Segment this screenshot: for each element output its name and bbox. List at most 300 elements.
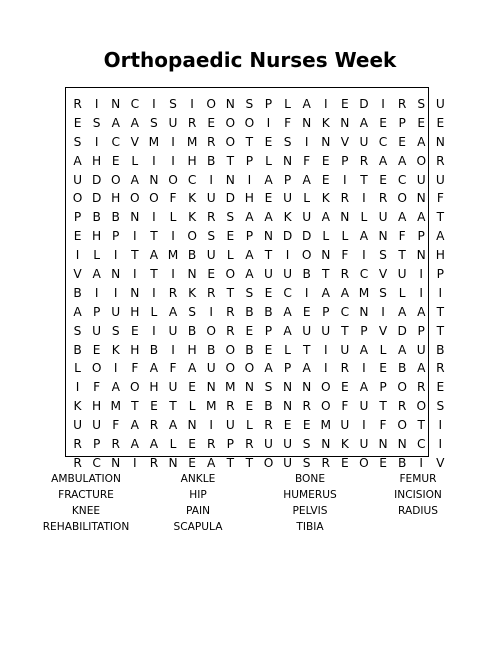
grid-letter[interactable]: N — [378, 437, 388, 452]
grid-letter[interactable]: P — [417, 323, 425, 338]
grid-letter[interactable]: A — [149, 437, 159, 452]
grid-letter[interactable]: B — [92, 210, 101, 225]
grid-letter[interactable]: P — [73, 210, 82, 225]
grid-letter[interactable]: I — [362, 191, 366, 206]
grid-letter[interactable]: H — [130, 304, 140, 319]
grid-letter[interactable]: U — [73, 418, 82, 433]
grid-letter[interactable]: N — [416, 191, 426, 206]
grid-letter[interactable]: R — [206, 437, 216, 452]
grid-letter[interactable]: I — [133, 267, 137, 282]
grid-letter[interactable]: A — [245, 267, 254, 282]
grid-letter[interactable]: A — [321, 285, 330, 300]
grid-letter[interactable]: I — [285, 248, 290, 263]
grid-letter[interactable]: I — [152, 285, 156, 300]
grid-letter[interactable]: B — [73, 285, 82, 300]
grid-letter[interactable]: R — [436, 153, 445, 168]
grid-letter[interactable]: R — [302, 399, 311, 414]
grid-letter[interactable]: N — [416, 248, 426, 263]
grid-letter[interactable]: L — [284, 97, 291, 111]
grid-letter[interactable]: I — [323, 342, 328, 357]
grid-letter[interactable]: A — [149, 248, 159, 263]
grid-letter[interactable]: T — [417, 418, 425, 433]
grid-letter[interactable]: C — [92, 455, 101, 470]
grid-letter[interactable]: S — [188, 304, 196, 319]
grid-letter[interactable]: L — [265, 153, 272, 168]
grid-letter[interactable]: O — [206, 97, 216, 111]
grid-letter[interactable]: T — [226, 285, 235, 300]
grid-letter[interactable]: R — [226, 399, 235, 414]
grid-letter[interactable]: U — [92, 323, 102, 338]
grid-letter[interactable]: E — [188, 455, 196, 470]
grid-letter[interactable]: C — [283, 285, 292, 300]
grid-letter[interactable]: A — [302, 172, 311, 187]
grid-letter[interactable]: L — [398, 285, 406, 300]
grid-letter[interactable]: N — [244, 380, 254, 395]
grid-letter[interactable]: E — [321, 172, 330, 187]
grid-letter[interactable]: E — [283, 418, 292, 433]
grid-letter[interactable]: E — [264, 285, 273, 300]
grid-letter[interactable]: I — [152, 323, 156, 338]
grid-letter[interactable]: A — [283, 304, 292, 319]
grid-letter[interactable]: N — [302, 380, 312, 395]
grid-letter[interactable]: K — [111, 342, 120, 357]
grid-letter[interactable]: O — [130, 191, 140, 206]
grid-letter[interactable]: R — [417, 380, 426, 395]
grid-letter[interactable]: T — [436, 304, 445, 319]
grid-letter[interactable]: C — [378, 134, 388, 149]
grid-letter[interactable]: S — [73, 134, 82, 149]
grid-letter[interactable]: B — [264, 399, 273, 414]
grid-letter[interactable]: A — [130, 418, 139, 433]
grid-letter[interactable]: I — [113, 248, 118, 263]
grid-letter[interactable]: N — [111, 97, 121, 111]
grid-letter[interactable]: L — [284, 342, 291, 357]
grid-letter[interactable]: P — [322, 304, 330, 319]
grid-letter[interactable]: L — [169, 210, 177, 225]
grid-letter[interactable]: I — [75, 248, 80, 263]
grid-letter[interactable]: S — [73, 323, 82, 338]
grid-letter[interactable]: O — [320, 380, 331, 395]
grid-letter[interactable]: A — [417, 210, 426, 225]
grid-letter[interactable]: I — [171, 267, 175, 282]
grid-letter[interactable]: S — [169, 97, 177, 111]
grid-letter[interactable]: F — [112, 418, 120, 433]
grid-letter[interactable]: O — [149, 191, 159, 206]
grid-letter[interactable]: L — [322, 229, 330, 244]
grid-letter[interactable]: M — [358, 285, 370, 300]
grid-letter[interactable]: N — [302, 115, 312, 130]
grid-letter[interactable]: T — [360, 172, 368, 187]
grid-letter[interactable]: I — [94, 285, 99, 300]
grid-letter[interactable]: M — [320, 418, 332, 433]
grid-letter[interactable]: S — [302, 437, 311, 452]
grid-letter[interactable]: S — [111, 323, 120, 338]
grid-letter[interactable]: U — [283, 267, 293, 282]
grid-letter[interactable]: C — [416, 437, 426, 452]
grid-letter[interactable]: O — [416, 153, 427, 168]
grid-letter[interactable]: O — [110, 172, 121, 187]
grid-letter[interactable]: S — [379, 248, 387, 263]
grid-letter[interactable]: S — [207, 229, 216, 244]
grid-letter[interactable]: V — [73, 267, 82, 282]
grid-letter[interactable]: U — [302, 210, 312, 225]
grid-letter[interactable]: I — [190, 97, 194, 111]
grid-letter[interactable]: R — [226, 304, 235, 319]
grid-letter[interactable]: D — [91, 172, 102, 187]
grid-letter[interactable]: A — [397, 210, 407, 225]
grid-letter[interactable]: E — [398, 134, 406, 149]
grid-letter[interactable]: N — [283, 399, 293, 414]
grid-letter[interactable]: A — [264, 361, 273, 376]
grid-letter[interactable]: E — [264, 191, 273, 206]
grid-letter[interactable]: P — [341, 153, 349, 168]
grid-letter[interactable]: P — [92, 437, 101, 452]
grid-letter[interactable]: N — [168, 455, 178, 470]
grid-letter[interactable]: A — [321, 210, 330, 225]
grid-letter[interactable]: O — [225, 115, 236, 130]
grid-letter[interactable]: M — [225, 380, 236, 395]
grid-letter[interactable]: I — [323, 97, 328, 111]
grid-letter[interactable]: E — [379, 455, 387, 470]
grid-letter[interactable]: A — [436, 229, 445, 244]
grid-letter[interactable]: E — [436, 115, 445, 130]
grid-letter[interactable]: I — [304, 134, 309, 149]
grid-letter[interactable]: S — [264, 380, 273, 395]
grid-letter[interactable]: I — [75, 380, 80, 395]
grid-letter[interactable]: E — [341, 97, 349, 111]
grid-letter[interactable]: N — [111, 455, 121, 470]
grid-letter[interactable]: F — [131, 361, 139, 376]
grid-letter[interactable]: S — [417, 97, 426, 111]
grid-letter[interactable]: N — [435, 134, 445, 149]
grid-letter[interactable]: I — [438, 285, 443, 300]
grid-letter[interactable]: F — [341, 248, 349, 263]
grid-letter[interactable]: N — [283, 380, 293, 395]
grid-letter[interactable]: L — [74, 361, 81, 376]
grid-letter[interactable]: H — [92, 153, 102, 168]
grid-letter[interactable]: D — [91, 191, 102, 206]
grid-letter[interactable]: I — [171, 342, 175, 357]
grid-letter[interactable]: A — [130, 437, 139, 452]
grid-letter[interactable]: O — [301, 248, 312, 263]
grid-letter[interactable]: P — [226, 437, 234, 452]
grid-letter[interactable]: A — [264, 210, 273, 225]
grid-letter[interactable]: K — [321, 191, 330, 206]
grid-letter[interactable]: L — [169, 437, 177, 452]
grid-letter[interactable]: N — [206, 380, 216, 395]
grid-letter[interactable]: N — [263, 229, 274, 244]
grid-letter[interactable]: N — [225, 97, 235, 111]
grid-letter[interactable]: N — [225, 172, 235, 187]
grid-letter[interactable]: H — [111, 191, 121, 206]
grid-letter[interactable]: R — [226, 323, 235, 338]
grid-letter[interactable]: L — [131, 153, 139, 168]
grid-letter[interactable]: U — [111, 304, 121, 319]
grid-letter[interactable]: V — [378, 323, 388, 338]
grid-letter[interactable]: I — [133, 229, 137, 244]
grid-letter[interactable]: O — [225, 267, 236, 282]
grid-letter[interactable]: I — [113, 361, 118, 376]
grid-letter[interactable]: B — [149, 342, 159, 357]
grid-letter[interactable]: A — [378, 153, 388, 168]
grid-letter[interactable]: B — [245, 304, 254, 319]
grid-letter[interactable]: E — [188, 380, 196, 395]
grid-letter[interactable]: O — [225, 134, 236, 149]
grid-letter[interactable]: P — [360, 323, 368, 338]
grid-letter[interactable]: U — [378, 210, 388, 225]
grid-letter[interactable]: P — [264, 323, 273, 338]
grid-letter[interactable]: I — [381, 97, 385, 111]
grid-letter[interactable]: M — [186, 134, 198, 149]
grid-letter[interactable]: U — [340, 342, 350, 357]
grid-letter[interactable]: O — [244, 361, 255, 376]
grid-letter[interactable]: O — [397, 418, 407, 433]
grid-letter[interactable]: V — [378, 267, 388, 282]
grid-letter[interactable]: O — [320, 399, 331, 414]
grid-letter[interactable]: I — [152, 153, 156, 168]
grid-letter[interactable]: B — [207, 342, 216, 357]
grid-letter[interactable]: A — [340, 285, 350, 300]
grid-letter[interactable]: A — [302, 97, 311, 111]
grid-letter[interactable]: A — [417, 361, 426, 376]
grid-letter[interactable]: A — [302, 361, 311, 376]
grid-letter[interactable]: I — [362, 361, 366, 376]
grid-letter[interactable]: V — [436, 455, 445, 470]
grid-letter[interactable]: L — [150, 304, 158, 319]
grid-letter[interactable]: C — [130, 97, 140, 111]
grid-letter[interactable]: V — [130, 134, 139, 149]
grid-letter[interactable]: E — [341, 380, 349, 395]
grid-letter[interactable]: U — [73, 172, 82, 187]
grid-letter[interactable]: T — [436, 210, 445, 225]
grid-letter[interactable]: E — [73, 229, 82, 244]
grid-letter[interactable]: U — [359, 437, 369, 452]
grid-letter[interactable]: A — [245, 248, 254, 263]
grid-letter[interactable]: I — [247, 172, 252, 187]
grid-letter[interactable]: H — [244, 191, 254, 206]
grid-letter[interactable]: L — [360, 210, 368, 225]
grid-letter[interactable]: E — [341, 455, 349, 470]
grid-letter[interactable]: I — [419, 455, 424, 470]
grid-letter[interactable]: U — [340, 418, 350, 433]
grid-letter[interactable]: F — [169, 191, 177, 206]
grid-letter[interactable]: R — [73, 437, 82, 452]
grid-letter[interactable]: L — [93, 248, 101, 263]
grid-letter[interactable]: S — [92, 115, 101, 130]
grid-letter[interactable]: I — [171, 229, 175, 244]
grid-letter[interactable]: U — [321, 323, 331, 338]
grid-letter[interactable]: E — [188, 437, 196, 452]
grid-letter[interactable]: A — [264, 172, 273, 187]
grid-letter[interactable]: O — [397, 191, 407, 206]
grid-letter[interactable]: A — [359, 115, 369, 130]
grid-letter[interactable]: O — [244, 115, 255, 130]
grid-letter[interactable]: B — [264, 304, 273, 319]
grid-letter[interactable]: U — [283, 455, 293, 470]
grid-letter[interactable]: R — [340, 267, 350, 282]
grid-letter[interactable]: E — [302, 418, 311, 433]
grid-letter[interactable]: N — [130, 210, 140, 225]
grid-letter[interactable]: A — [73, 153, 82, 168]
grid-letter[interactable]: D — [301, 229, 312, 244]
grid-letter[interactable]: S — [283, 134, 292, 149]
grid-letter[interactable]: K — [188, 191, 197, 206]
grid-letter[interactable]: R — [436, 361, 445, 376]
grid-letter[interactable]: P — [283, 172, 292, 187]
grid-letter[interactable]: A — [417, 304, 426, 319]
grid-letter[interactable]: I — [438, 437, 443, 452]
grid-letter[interactable]: L — [341, 229, 349, 244]
grid-letter[interactable]: A — [397, 304, 407, 319]
grid-letter[interactable]: U — [206, 248, 216, 263]
grid-letter[interactable]: E — [226, 229, 235, 244]
grid-letter[interactable]: I — [266, 115, 271, 130]
grid-letter[interactable]: R — [111, 437, 120, 452]
grid-letter[interactable]: U — [206, 361, 216, 376]
grid-letter[interactable]: N — [340, 115, 350, 130]
grid-letter[interactable]: U — [283, 437, 293, 452]
grid-letter[interactable]: U — [168, 380, 178, 395]
grid-letter[interactable]: N — [321, 248, 331, 263]
grid-letter[interactable]: C — [359, 267, 369, 282]
grid-letter[interactable]: R — [340, 361, 350, 376]
grid-letter[interactable]: O — [225, 342, 236, 357]
grid-letter[interactable]: C — [111, 134, 120, 149]
grid-letter[interactable]: I — [419, 285, 424, 300]
grid-letter[interactable]: A — [111, 380, 120, 395]
grid-letter[interactable]: U — [225, 418, 235, 433]
grid-letter[interactable]: U — [168, 323, 178, 338]
grid-letter[interactable]: D — [282, 229, 293, 244]
grid-letter[interactable]: I — [209, 304, 213, 319]
grid-letter[interactable]: A — [168, 418, 178, 433]
grid-letter[interactable]: H — [130, 342, 140, 357]
grid-letter[interactable]: I — [362, 418, 366, 433]
grid-letter[interactable]: K — [73, 399, 82, 414]
grid-letter[interactable]: N — [130, 285, 140, 300]
grid-letter[interactable]: K — [188, 285, 197, 300]
grid-letter[interactable]: T — [150, 229, 158, 244]
grid-letter[interactable]: E — [417, 115, 426, 130]
grid-letter[interactable]: O — [416, 399, 427, 414]
grid-letter[interactable]: P — [112, 229, 120, 244]
grid-letter[interactable]: N — [111, 267, 121, 282]
grid-letter[interactable]: T — [322, 267, 330, 282]
grid-letter[interactable]: A — [359, 380, 369, 395]
grid-letter[interactable]: I — [209, 418, 213, 433]
grid-letter[interactable]: I — [94, 97, 99, 111]
grid-letter[interactable]: T — [226, 153, 235, 168]
grid-letter[interactable]: R — [264, 418, 273, 433]
grid-letter[interactable]: P — [379, 380, 387, 395]
grid-letter[interactable]: U — [92, 418, 102, 433]
grid-letter[interactable]: F — [341, 399, 349, 414]
grid-letter[interactable]: A — [359, 342, 369, 357]
grid-letter[interactable]: A — [397, 153, 407, 168]
grid-letter[interactable]: I — [304, 285, 309, 300]
grid-letter[interactable]: E — [207, 115, 216, 130]
grid-letter[interactable]: U — [435, 172, 445, 187]
grid-letter[interactable]: N — [321, 134, 331, 149]
grid-letter[interactable]: K — [188, 210, 197, 225]
grid-letter[interactable]: E — [245, 323, 254, 338]
grid-letter[interactable]: N — [149, 172, 159, 187]
grid-letter[interactable]: U — [416, 172, 426, 187]
grid-letter[interactable]: F — [303, 153, 311, 168]
grid-letter[interactable]: R — [206, 285, 216, 300]
grid-letter[interactable]: N — [187, 418, 197, 433]
grid-letter[interactable]: O — [206, 323, 216, 338]
grid-letter[interactable]: C — [187, 172, 197, 187]
grid-letter[interactable]: P — [245, 229, 254, 244]
grid-letter[interactable]: T — [150, 267, 158, 282]
grid-letter[interactable]: R — [149, 418, 159, 433]
grid-letter[interactable]: T — [264, 248, 273, 263]
grid-letter[interactable]: U — [416, 342, 426, 357]
grid-letter[interactable]: U — [264, 267, 273, 282]
grid-letter[interactable]: R — [187, 115, 197, 130]
grid-letter[interactable]: S — [226, 210, 235, 225]
grid-letter[interactable]: O — [91, 361, 102, 376]
grid-letter[interactable]: T — [379, 399, 387, 414]
grid-letter[interactable]: I — [343, 172, 347, 187]
grid-letter[interactable]: H — [435, 248, 445, 263]
grid-letter[interactable]: U — [168, 115, 178, 130]
grid-letter[interactable]: T — [302, 342, 311, 357]
grid-letter[interactable]: B — [111, 210, 120, 225]
grid-letter[interactable]: R — [397, 97, 407, 111]
grid-letter[interactable]: D — [359, 97, 369, 111]
grid-letter[interactable]: E — [245, 399, 254, 414]
grid-letter[interactable]: T — [436, 323, 445, 338]
grid-letter[interactable]: D — [397, 323, 407, 338]
grid-letter[interactable]: B — [302, 267, 311, 282]
grid-letter[interactable]: F — [169, 361, 177, 376]
grid-letter[interactable]: E — [150, 399, 158, 414]
grid-letter[interactable]: A — [73, 304, 82, 319]
grid-letter[interactable]: P — [398, 115, 406, 130]
grid-letter[interactable]: E — [302, 304, 311, 319]
grid-letter[interactable]: H — [149, 380, 159, 395]
grid-letter[interactable]: A — [149, 361, 159, 376]
grid-letter[interactable]: B — [73, 342, 82, 357]
grid-letter[interactable]: B — [207, 153, 216, 168]
grid-letter[interactable]: I — [419, 267, 424, 282]
grid-letter[interactable]: S — [245, 285, 254, 300]
grid-letter[interactable]: I — [381, 304, 385, 319]
grid-letter[interactable]: S — [302, 455, 311, 470]
grid-letter[interactable]: R — [245, 437, 254, 452]
grid-letter[interactable]: A — [187, 361, 197, 376]
grid-letter[interactable]: T — [398, 248, 406, 263]
grid-letter[interactable]: A — [207, 455, 216, 470]
grid-letter[interactable]: H — [92, 229, 102, 244]
grid-letter[interactable]: U — [264, 437, 273, 452]
grid-letter[interactable]: B — [187, 248, 197, 263]
grid-letter[interactable]: U — [206, 191, 216, 206]
grid-letter[interactable]: T — [226, 455, 235, 470]
grid-letter[interactable]: F — [398, 229, 406, 244]
grid-letter[interactable]: C — [397, 172, 407, 187]
grid-letter[interactable]: R — [149, 455, 159, 470]
grid-letter[interactable]: U — [359, 399, 369, 414]
grid-letter[interactable]: N — [378, 229, 388, 244]
grid-letter[interactable]: A — [245, 210, 254, 225]
grid-letter[interactable]: L — [303, 191, 311, 206]
grid-letter[interactable]: K — [321, 115, 330, 130]
grid-letter[interactable]: F — [93, 380, 101, 395]
grid-letter[interactable]: A — [168, 304, 178, 319]
